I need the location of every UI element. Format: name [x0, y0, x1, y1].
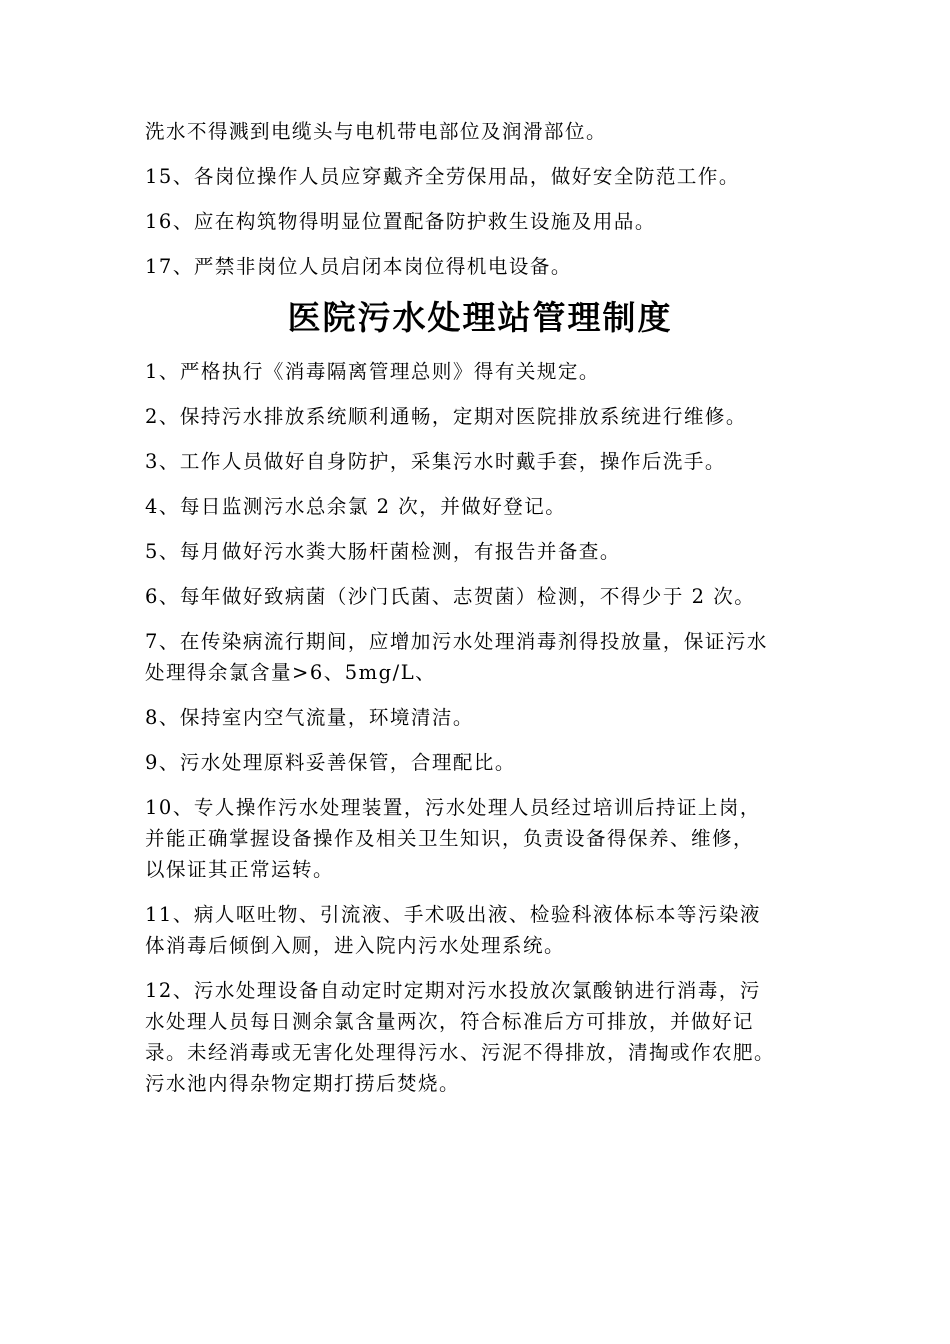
continued-rule-item [145, 116, 815, 147]
rule-item [145, 792, 815, 885]
paragraph-line: 12、污水处理设备自动定时定期对污水投放次氯酸钠进行消毒，污 [145, 979, 761, 1002]
document-body [145, 116, 815, 1113]
rule-item [145, 581, 815, 612]
continued-rule-item [145, 206, 815, 237]
paragraph-line: 16、应在构筑物得明显位置配备防护救生设施及用品。 [145, 210, 656, 233]
rule-item [145, 446, 815, 477]
paragraph-line: 录。未经消毒或无害化处理得污水、污泥不得排放，清掏或作农肥。 [145, 1041, 776, 1064]
paragraph-line: 4、每日监测污水总余氯 2 次，并做好登记。 [145, 495, 567, 518]
paragraph-line: 体消毒后倾倒入厕，进入院内污水处理系统。 [145, 934, 566, 957]
paragraph-line: 2、保持污水排放系统顺利通畅，定期对医院排放系统进行维修。 [145, 405, 747, 428]
paragraph-line: 处理得余氯含量>6、5mg/L、 [145, 661, 437, 684]
paragraph-line: 1、严格执行《消毒隔离管理总则》得有关规定。 [145, 360, 600, 383]
paragraph-line: 水处理人员每日测余氯含量两次，符合标准后方可排放，并做好记 [145, 1010, 755, 1033]
rule-item [145, 899, 815, 961]
paragraph-line: 8、保持室内空气流量，环境清洁。 [145, 706, 474, 729]
continued-rule-item [145, 251, 815, 282]
paragraph-line: 5、每月做好污水粪大肠杆菌检测，有报告并备查。 [145, 540, 621, 563]
management-rules-list [145, 356, 815, 1099]
paragraph-line: 污水池内得杂物定期打捞后焚烧。 [145, 1072, 461, 1095]
paragraph-line: 17、严禁非岗位人员启闭本岗位得机电设备。 [145, 255, 572, 278]
paragraph-line: 7、在传染病流行期间，应增加污水处理消毒剂得投放量，保证污水 [145, 630, 768, 653]
paragraph-line: 9、污水处理原料妥善保管，合理配比。 [145, 751, 516, 774]
rule-item [145, 536, 815, 567]
rule-item [145, 401, 815, 432]
rule-item [145, 747, 815, 778]
rule-item [145, 491, 815, 522]
previous-rules-continuation [145, 116, 815, 282]
paragraph-line: 11、病人呕吐物、引流液、手术吸出液、检验科液体标本等污染液 [145, 903, 761, 926]
rule-item [145, 975, 815, 1099]
paragraph-line: 洗水不得溅到电缆头与电机带电部位及润滑部位。 [145, 120, 608, 143]
rule-item [145, 356, 815, 387]
paragraph-line: 并能正确掌握设备操作及相关卫生知识，负责设备得保养、维修， [145, 827, 755, 850]
continued-rule-item [145, 161, 815, 192]
rule-item [145, 702, 815, 733]
paragraph-line: 以保证其正常运转。 [145, 858, 335, 881]
paragraph-line: 6、每年做好致病菌（沙门氏菌、志贺菌）检测，不得少于 2 次。 [145, 585, 756, 608]
paragraph-line: 3、工作人员做好自身防护，采集污水时戴手套，操作后洗手。 [145, 450, 726, 473]
rule-item [145, 626, 815, 688]
paragraph-line: 10、专人操作污水处理装置，污水处理人员经过培训后持证上岗， [145, 796, 761, 819]
paragraph-line: 15、各岗位操作人员应穿戴齐全劳保用品，做好安全防范工作。 [145, 165, 740, 188]
section-title: 医院污水处理站管理制度 [287, 298, 673, 337]
